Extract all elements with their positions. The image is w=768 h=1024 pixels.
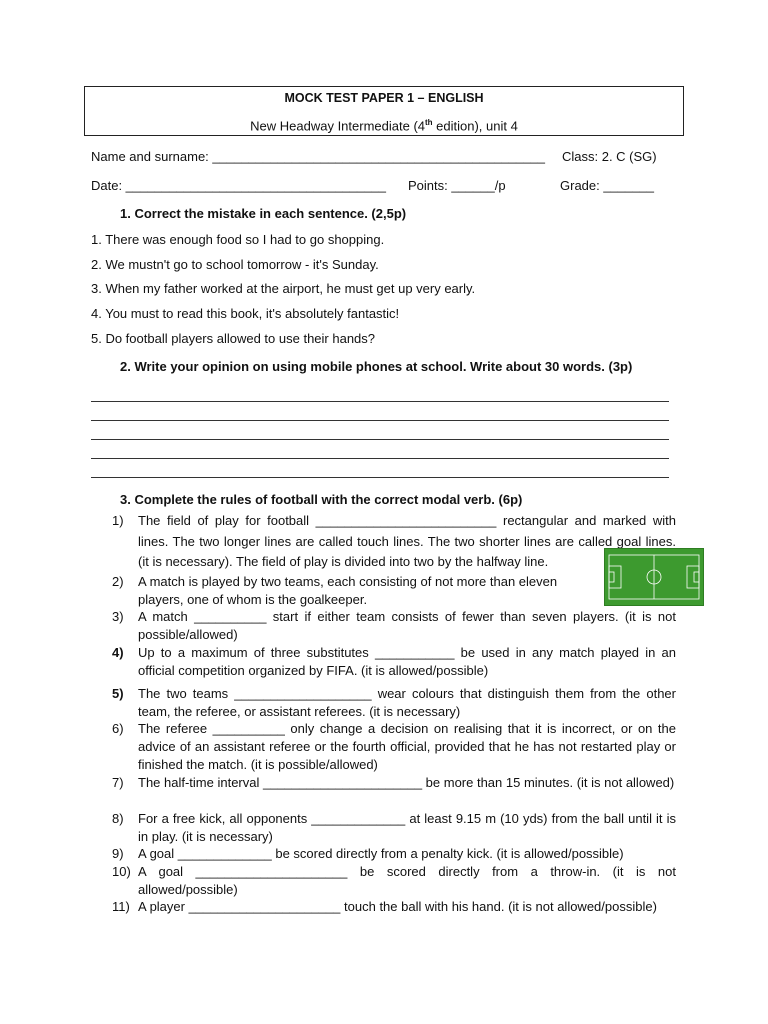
page-subtitle xyxy=(85,118,683,133)
points-field[interactable]: Points: ______/p xyxy=(408,178,506,193)
rule-number: 10) xyxy=(112,864,131,879)
rule-text: Up to a maximum of three substitutes ___________ be used in any match played in an official competition organized by FIFA. (it is allowed/possible) xyxy=(138,645,676,678)
task3-title: 3. Complete the rules of football with the correct modal verb. (6p) xyxy=(120,492,523,507)
answer-line[interactable] xyxy=(91,439,669,440)
task1-title: 1. Correct the mistake in each sentence. (2,5p) xyxy=(120,206,407,221)
rule-number: 4) xyxy=(112,645,124,660)
rule-text: The referee __________ only change a decision on realising that it is incorrect, or on the advice of an assistant referee or the fourth official, provided that he has not restarted play or finished the match. (it is possible/allowed) xyxy=(138,721,676,772)
rule-number: 6) xyxy=(112,721,124,736)
rule-text: The field of play for football _________________________ rectangular and marked with lines. The two longer lines are called touch lines. The two shorter lines are called goal lines. (it is necessary). The field of play is divided into two by the halfway line. xyxy=(138,513,676,569)
rule-number: 7) xyxy=(112,775,124,790)
rule-item xyxy=(112,863,676,899)
rule-text: A match __________ start if either team consists of fewer than seven players. (it is not possible/allowed) xyxy=(138,609,676,642)
rule-item xyxy=(112,573,582,609)
task1-sentence: 1. There was enough food so I had to go shopping. xyxy=(91,232,385,247)
rule-text: A player _____________________ touch the ball with his hand. (it is not allowed/possible) xyxy=(138,899,657,914)
rule-text: A match is played by two teams, each consisting of not more than eleven players, one of whom is the goalkeeper. xyxy=(138,574,558,607)
answer-line[interactable] xyxy=(91,477,669,478)
name-field[interactable]: Name and surname: ______________________________________________ xyxy=(91,149,545,164)
rule-item xyxy=(112,685,676,721)
rule-item xyxy=(112,898,676,916)
header-box xyxy=(84,86,684,136)
rule-item xyxy=(112,511,676,573)
rule-text: A goal _____________________ be scored directly from a throw-in. (it is not allowed/possible) xyxy=(138,864,676,897)
rule-number: 8) xyxy=(112,811,124,826)
subtitle-post: edition), unit 4 xyxy=(432,118,518,134)
rule-item xyxy=(112,608,676,644)
rule-item xyxy=(112,810,676,846)
rule-text: A goal _____________ be scored directly from a penalty kick. (it is allowed/possible) xyxy=(138,846,624,861)
pitch-lines xyxy=(605,549,703,605)
answer-line[interactable] xyxy=(91,458,669,459)
grade-field[interactable]: Grade: _______ xyxy=(560,178,654,193)
rule-item xyxy=(112,774,676,792)
task1-sentence: 3. When my father worked at the airport, he must get up very early. xyxy=(91,281,476,296)
rule-item xyxy=(112,845,676,863)
rule-text: For a free kick, all opponents _____________ at least 9.15 m (10 yds) from the ball until it is in play. (it is necessary) xyxy=(138,811,676,844)
task1-sentence: 2. We mustn't go to school tomorrow - it's Sunday. xyxy=(91,257,379,272)
rule-text: The half-time interval ______________________ be more than 15 minutes. (it is not allowed) xyxy=(138,775,675,790)
rule-text: The two teams ___________________ wear colours that distinguish them from the other team, the referee, or assistant referees. (it is necessary) xyxy=(138,686,676,719)
rule-number: 11) xyxy=(112,899,130,914)
rule-number: 5) xyxy=(112,686,124,701)
answer-line[interactable] xyxy=(91,401,669,402)
subtitle-sup: th xyxy=(425,118,433,127)
rule-number: 9) xyxy=(112,846,124,861)
football-field-diagram-icon xyxy=(604,548,704,606)
rule-item xyxy=(112,644,676,680)
rule-number: 2) xyxy=(112,574,124,589)
rule-number: 3) xyxy=(112,609,124,624)
subtitle-pre: New Headway Intermediate (4 xyxy=(250,118,425,134)
task1-sentence: 4. You must to read this book, it's absolutely fantastic! xyxy=(91,306,400,321)
rule-number: 1) xyxy=(112,513,124,528)
class-label: Class: 2. C (SG) xyxy=(562,149,657,164)
answer-line[interactable] xyxy=(91,420,669,421)
page-title: MOCK TEST PAPER 1 – ENGLISH xyxy=(284,91,484,105)
task2-title: 2. Write your opinion on using mobile phones at school. Write about 30 words. (3p) xyxy=(120,359,633,374)
date-field[interactable]: Date: ____________________________________ xyxy=(91,178,386,193)
task1-sentence: 5. Do football players allowed to use their hands? xyxy=(91,331,376,346)
rule-item xyxy=(112,720,676,774)
